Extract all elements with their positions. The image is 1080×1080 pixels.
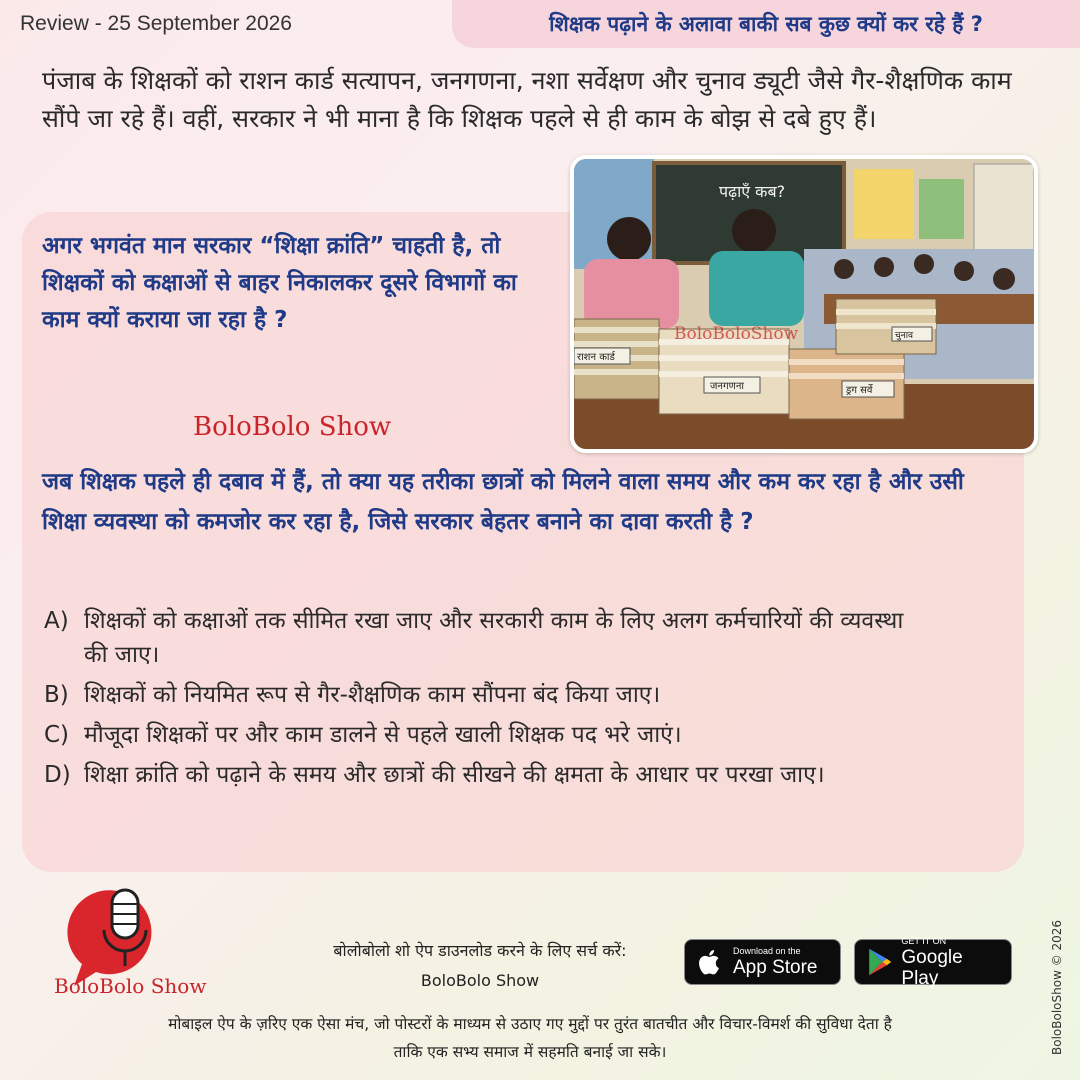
file-label: ड्रग सर्वे xyxy=(846,385,873,396)
app-store-label: App Store xyxy=(733,957,818,978)
option-d[interactable] xyxy=(44,758,904,792)
board-text: पढ़ाएँ कब? xyxy=(719,182,786,201)
copyright-vertical: BoloBoloShow © 2026 xyxy=(1050,919,1064,1055)
app-search-note xyxy=(300,936,660,996)
google-play-button[interactable] xyxy=(854,935,1012,989)
app-store-button[interactable] xyxy=(684,939,841,985)
option-key: C) xyxy=(44,722,70,748)
option-key: B) xyxy=(44,682,69,708)
app-store-small-label: Download on the xyxy=(733,946,801,956)
option-text: शिक्षा क्रांति को पढ़ाने के समय और छात्रों की सीखने की क्षमता के आधार पर परखा जाए। xyxy=(84,762,825,788)
headline-banner: शिक्षक पढ़ाने के अलावा बाकी सब कुछ क्यों कर रहे हैं ? xyxy=(452,0,1080,48)
option-key: A) xyxy=(44,608,69,634)
tagline-line-1: मोबाइल ऐप के ज़रिए एक ऐसा मंच, जो पोस्टरों के माध्यम से उठाए गए मुद्दों पर तुरंत बातचीत और विचार-विमर्श की सुविधा देता है xyxy=(168,1015,892,1033)
sub-question: जब शिक्षक पहले ही दबाव में हैं, तो क्या यह तरीका छात्रों को मिलने वाला समय और कम कर रहा है और उसी शिक्षा व्यवस्था को कमजोर कर रहा है, जिसे सरकार बेहतर बनाने का दावा करती है ? xyxy=(42,469,964,535)
main-question: अगर भगवंत मान सरकार “शिक्षा क्रांति” चाहती है, तो शिक्षकों को कक्षाओं से बाहर निकालकर दूसरे विभागों का काम क्यों कराया जा रहा है ? xyxy=(42,233,517,333)
logo-text: BoloBolo Show xyxy=(54,974,207,998)
footer-tagline xyxy=(20,1010,1040,1066)
search-instruction: बोलोबोलो शो ऐप डाउनलोड करने के लिए सर्च करें: xyxy=(333,941,627,960)
review-date: Review - 25 September 2026 xyxy=(20,12,292,35)
option-text: शिक्षकों को नियमित रूप से गैर-शैक्षणिक काम सौंपना बंद किया जाए। xyxy=(84,682,661,708)
tagline-line-2: ताकि एक सभ्य समाज में सहमति बनाई जा सके। xyxy=(393,1043,667,1061)
photo-watermark: BoloBoloShow xyxy=(674,324,799,344)
teacher-left xyxy=(607,217,651,261)
wall-chart xyxy=(854,169,914,239)
classroom-illustration xyxy=(574,159,1034,449)
teacher-right xyxy=(732,209,776,253)
file-label: राशन कार्ड xyxy=(577,352,615,363)
google-play-small-label: GET IT ON xyxy=(901,935,947,946)
option-text: शिक्षकों को कक्षाओं तक सीमित रखा जाए और सरकारी काम के लिए अलग कर्मचारियों की व्यवस्था की जाए। xyxy=(84,608,904,668)
google-play-icon xyxy=(867,947,893,977)
intro-paragraph: पंजाब के शिक्षकों को राशन कार्ड सत्यापन, जनगणना, नशा सर्वेक्षण और चुनाव ड्यूटी जैसे गैर-शैक्षणिक काम सौंपे जा रहे हैं। वहीं, सरकार ने भी माना है कि शिक्षक पहले से ही काम के बोझ से दबे हुए हैं। xyxy=(42,66,1012,133)
option-text: मौजूदा शिक्षकों पर और काम डालने से पहले खाली शिक्षक पद भरे जाएं। xyxy=(84,722,682,748)
search-term: BoloBolo Show xyxy=(420,971,540,990)
options-list xyxy=(44,604,904,798)
option-c[interactable] xyxy=(44,718,904,752)
brand-wordmark: BoloBolo Show xyxy=(193,412,392,442)
wall-chart xyxy=(919,179,964,239)
option-b[interactable] xyxy=(44,678,904,712)
option-a[interactable] xyxy=(44,604,904,672)
google-play-label: Google Play xyxy=(901,946,963,989)
file-label: जनगणना xyxy=(710,381,744,392)
classroom-photo xyxy=(570,155,1038,453)
file-label: चुनाव xyxy=(895,331,914,341)
apple-icon xyxy=(697,947,725,977)
option-key: D) xyxy=(44,762,71,788)
